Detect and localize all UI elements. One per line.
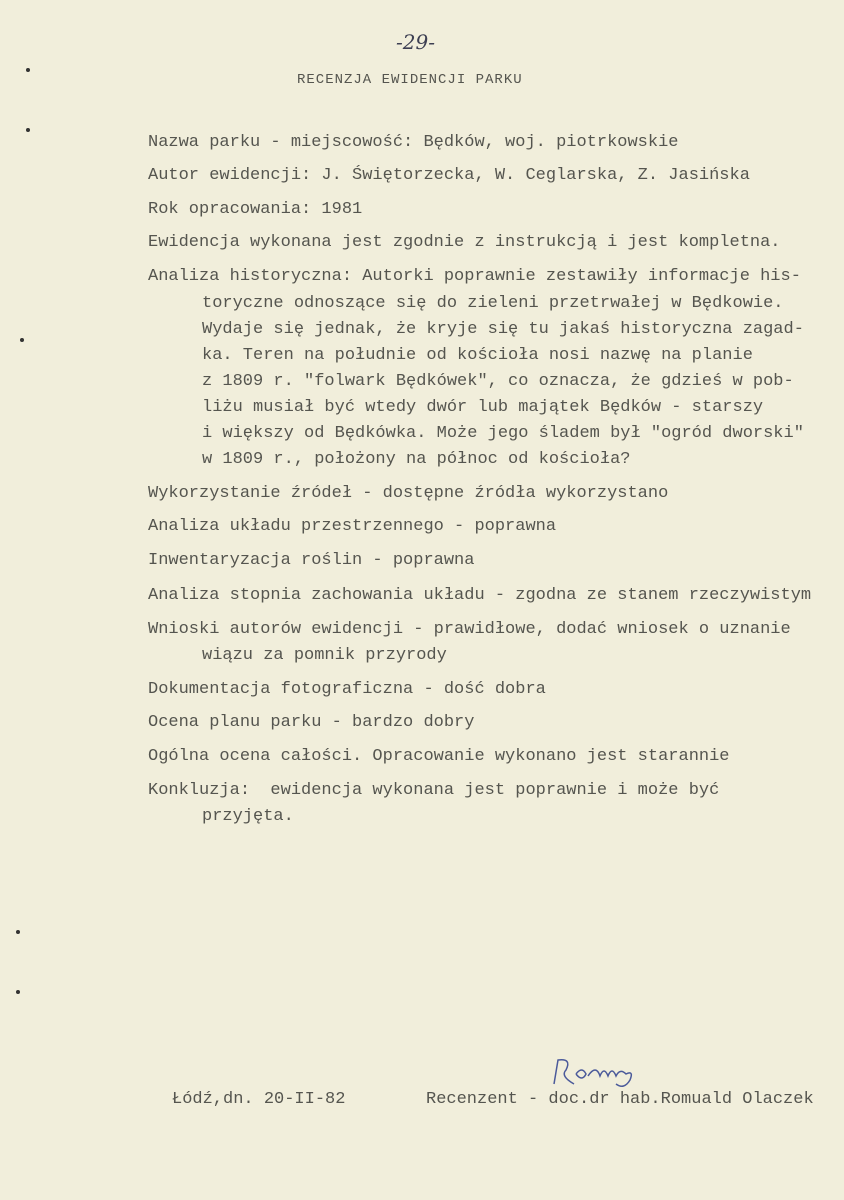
preservation-line: Analiza stopnia zachowania układu - zgodna ze stanem rzeczywistym	[148, 586, 812, 605]
overall-rating-line: Ogólna ocena całości. Opracowanie wykonano jest starannie	[148, 747, 730, 766]
conclusion-line: przyjęta.	[202, 807, 294, 826]
conclusions-line: Wnioski autorów ewidencji - prawidłowe, dodać wniosek o uznanie	[148, 620, 791, 639]
sources-line: Wykorzystanie źródeł - dostępne źródła wykorzystano	[148, 484, 669, 503]
punch-mark	[16, 930, 20, 934]
page-number: -29-	[396, 30, 435, 54]
historical-analysis-line: liżu musiał być wtedy dwór lub majątek Będków - starszy	[202, 398, 764, 417]
document-title: RECENZJA EWIDENCJI PARKU	[297, 72, 523, 88]
author-line: Autor ewidencji: J. Świętorzecka, W. Ceglarska, Z. Jasińska	[148, 166, 750, 185]
signature	[548, 1052, 688, 1092]
plan-rating-line: Ocena planu parku - bardzo dobry	[148, 713, 475, 732]
historical-analysis-line: ka. Teren na południe od kościoła nosi nazwę na planie	[202, 346, 753, 365]
completeness-line: Ewidencja wykonana jest zgodnie z instrukcją i jest kompletna.	[148, 233, 781, 252]
punch-mark	[16, 990, 20, 994]
park-name-line: Nazwa parku - miejscowość: Będków, woj. piotrkowskie	[148, 133, 679, 152]
spatial-analysis-line: Analiza układu przestrzennego - poprawna	[148, 517, 557, 536]
year-line: Rok opracowania: 1981	[148, 200, 363, 219]
punch-mark	[26, 68, 30, 72]
historical-analysis-line: toryczne odnoszące się do zieleni przetrwałej w Będkowie.	[202, 294, 784, 313]
historical-analysis-line: w 1809 r., położony na północ od kościoła?	[202, 450, 631, 469]
plant-inventory-line: Inwentaryzacja roślin - poprawna	[148, 551, 475, 570]
historical-analysis-line: Wydaje się jednak, że kryje się tu jakaś historyczna zagad-	[202, 320, 804, 339]
reviewer: Recenzent - doc.dr hab.Romuald Olaczek	[426, 1090, 814, 1109]
place-date: Łódź,dn. 20-II-82	[172, 1090, 346, 1109]
historical-analysis-line: i większy od Będkówka. Może jego śladem był "ogród dworski"	[202, 424, 804, 443]
punch-mark	[20, 338, 24, 342]
photo-doc-line: Dokumentacja fotograficzna - dość dobra	[148, 680, 546, 699]
conclusion-line: Konkluzja: ewidencja wykonana jest poprawnie i może być	[148, 781, 720, 800]
historical-analysis-line: z 1809 r. "folwark Będkówek", co oznacza, że gdzieś w pob-	[202, 372, 794, 391]
historical-analysis-line: Analiza historyczna: Autorki poprawnie zestawiły informacje his-	[148, 267, 801, 286]
punch-mark	[26, 128, 30, 132]
conclusions-line: wiązu za pomnik przyrody	[202, 646, 447, 665]
